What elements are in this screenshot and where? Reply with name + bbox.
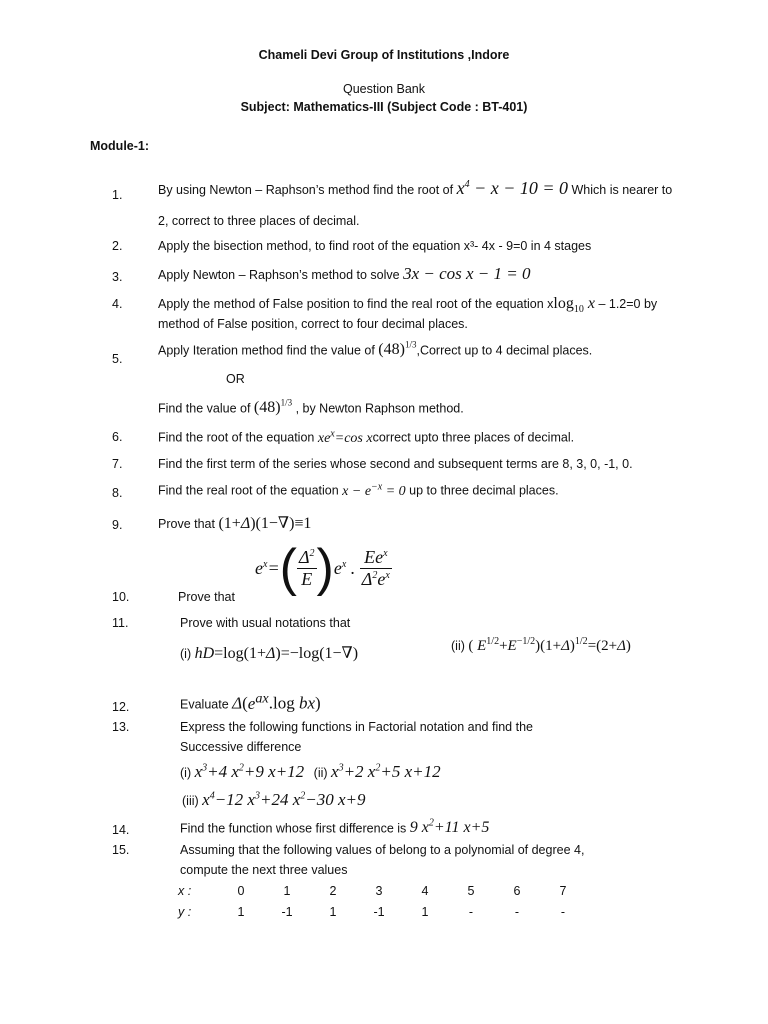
question-text: , by Newton Raphson method. xyxy=(295,401,464,416)
equation: $\log_{10} x$ xyxy=(553,295,595,316)
table-cell: 1 xyxy=(283,883,291,898)
question-text-line2: 2, correct to three places of decimal. xyxy=(158,214,360,228)
equation: (1+Δ)(1−∇)≡1 xyxy=(218,515,312,532)
question-12 xyxy=(180,690,321,714)
question-number: 7. xyxy=(112,457,123,471)
question-text-line2: compute the next three values xyxy=(180,863,348,877)
question-number: 5. xyxy=(112,352,123,366)
question-text: Prove that xyxy=(178,590,235,604)
question-text: Apply Iteration method find the value of xyxy=(158,343,375,358)
question-8 xyxy=(158,481,559,500)
question-number: 2. xyxy=(112,239,123,253)
table-cell: 1 xyxy=(329,904,337,919)
part-label: (ii) xyxy=(313,766,328,780)
question-1 xyxy=(158,178,672,199)
question-11-part-i xyxy=(180,643,358,663)
question-6 xyxy=(158,428,574,447)
equation: 3x − cos x − 1 = 0 xyxy=(403,264,531,283)
table-cell: -1 xyxy=(281,904,293,919)
question-text: Apply the bisection method, to find root of the equation x³- 4x - 9=0 in 4 stages xyxy=(158,239,592,253)
equation: ( $E^{1/2}+E^{-1/2})(1+\Delta)^{1/2}=(2+\Delta)$ xyxy=(468,636,631,654)
equation: $(48)^{1/3}$ xyxy=(378,340,417,359)
part-label: (iii) xyxy=(182,794,199,808)
question-5-alt xyxy=(158,398,464,417)
question-text: Assuming that the following values of belong to a polynomial of degree 4, xyxy=(180,843,585,857)
equation: hD=log(1+Δ)=−log(1−∇) xyxy=(194,645,359,662)
equation: $xe^x=\cos$ x xyxy=(317,428,373,446)
question-text: By using Newton – Raphson’s method find the root of xyxy=(158,183,454,197)
equation: $(48)^{1/3}$ xyxy=(253,398,293,417)
question-text: correct upto three places of decimal. xyxy=(372,430,575,445)
question-text: Apply Newton – Raphson’s method to solve xyxy=(158,268,400,282)
question-text: Prove that xyxy=(158,517,215,531)
table-cell: 7 xyxy=(559,883,567,898)
equation-10: $e^x=$( $\frac{\Delta^2}{E}$ )$e^x$ . $\frac{Ee^x}{\Delta^2e^x}$ xyxy=(255,539,390,597)
question-text: up to three decimal places. xyxy=(409,483,559,498)
or-separator: OR xyxy=(226,372,245,386)
equation: 9 $x^2+11$ x+5 xyxy=(409,818,490,837)
table-cell: 2 xyxy=(329,883,337,898)
question-number: 8. xyxy=(112,486,123,500)
question-text: Apply the method of False position to find the real root of the equation x xyxy=(158,297,554,311)
row-label: y : xyxy=(178,904,192,919)
question-text-line2: Successive difference xyxy=(180,740,302,754)
question-text: Evaluate xyxy=(180,697,229,712)
equation: $x - e^{-x} = 0$ xyxy=(342,481,406,499)
row-label: x : xyxy=(178,883,192,898)
question-number: 11. xyxy=(112,616,129,630)
equation: $x^4-12$ $x^3+24$ $x^2-30$ x+9 xyxy=(202,790,366,809)
question-number: 3. xyxy=(112,270,123,284)
question-14 xyxy=(180,818,489,837)
table-cell: 1 xyxy=(421,904,429,919)
question-text: Which is nearer to xyxy=(571,183,673,197)
question-4 xyxy=(158,295,657,315)
question-text: Find the function whose first difference is xyxy=(180,821,407,836)
question-number: 6. xyxy=(112,430,123,444)
part-label: (i) xyxy=(180,766,192,780)
values-table xyxy=(178,880,586,922)
table-row-y xyxy=(178,901,586,922)
question-text: – 1.2=0 by xyxy=(598,297,658,311)
institution-title: Chameli Devi Group of Institutions ,Indore xyxy=(258,48,510,62)
question-number: 1. xyxy=(112,188,123,202)
question-number: 12. xyxy=(112,700,130,714)
question-number: 15. xyxy=(112,843,130,857)
table-cell: 5 xyxy=(467,883,475,898)
question-text: Express the following functions in Factorial notation and find the xyxy=(180,720,533,734)
question-text: Find the root of the equation xyxy=(158,430,315,445)
equation: $\Delta(e^{ax}.\log$ bx) xyxy=(232,690,321,713)
question-text: Find the first term of the series whose second and subsequent terms are 8, 3, 0, -1, 0. xyxy=(158,457,633,471)
equation: $x^4 - x - 10 = 0$ xyxy=(456,178,569,198)
table-cell: 0 xyxy=(237,883,245,898)
table-cell: - xyxy=(514,904,520,919)
question-13-parts-i-ii xyxy=(180,762,441,782)
table-cell: 3 xyxy=(375,883,383,898)
question-13-part-iii xyxy=(182,790,366,810)
question-5 xyxy=(158,340,592,359)
document-type: Question Bank xyxy=(343,82,425,96)
question-3 xyxy=(158,264,530,284)
question-text-line2: method of False position, correct to four decimal places. xyxy=(158,317,468,331)
question-number: 4. xyxy=(112,297,123,311)
table-cell: -1 xyxy=(373,904,385,919)
question-number: 9. xyxy=(112,518,123,532)
table-cell: 6 xyxy=(513,883,521,898)
equation: $x^3+4$ $x^2+9$ x+12 xyxy=(194,762,305,781)
table-cell: 1 xyxy=(237,904,245,919)
question-text: ,Correct up to 4 decimal places. xyxy=(416,343,593,358)
question-number: 13. xyxy=(112,720,130,734)
table-cell: 4 xyxy=(421,883,429,898)
table-row-x xyxy=(178,880,586,901)
question-text: Find the value of xyxy=(158,401,251,416)
question-number: 10. xyxy=(112,590,130,604)
question-number: 14. xyxy=(112,823,130,837)
part-label: (i) xyxy=(180,647,192,661)
question-text: Find the real root of the equation xyxy=(158,483,339,498)
subject-line: Subject: Mathematics-III (Subject Code : BT-401) xyxy=(240,100,528,114)
table-cell: - xyxy=(560,904,566,919)
part-label: (ii) xyxy=(451,639,465,653)
question-text: Prove with usual notations that xyxy=(180,616,351,630)
question-9 xyxy=(158,513,311,533)
module-heading: Module-1: xyxy=(90,139,150,153)
question-11-part-ii xyxy=(451,636,631,655)
equation: $x^3+2$ $x^2+5$ x+12 xyxy=(331,762,441,781)
table-cell: - xyxy=(468,904,474,919)
